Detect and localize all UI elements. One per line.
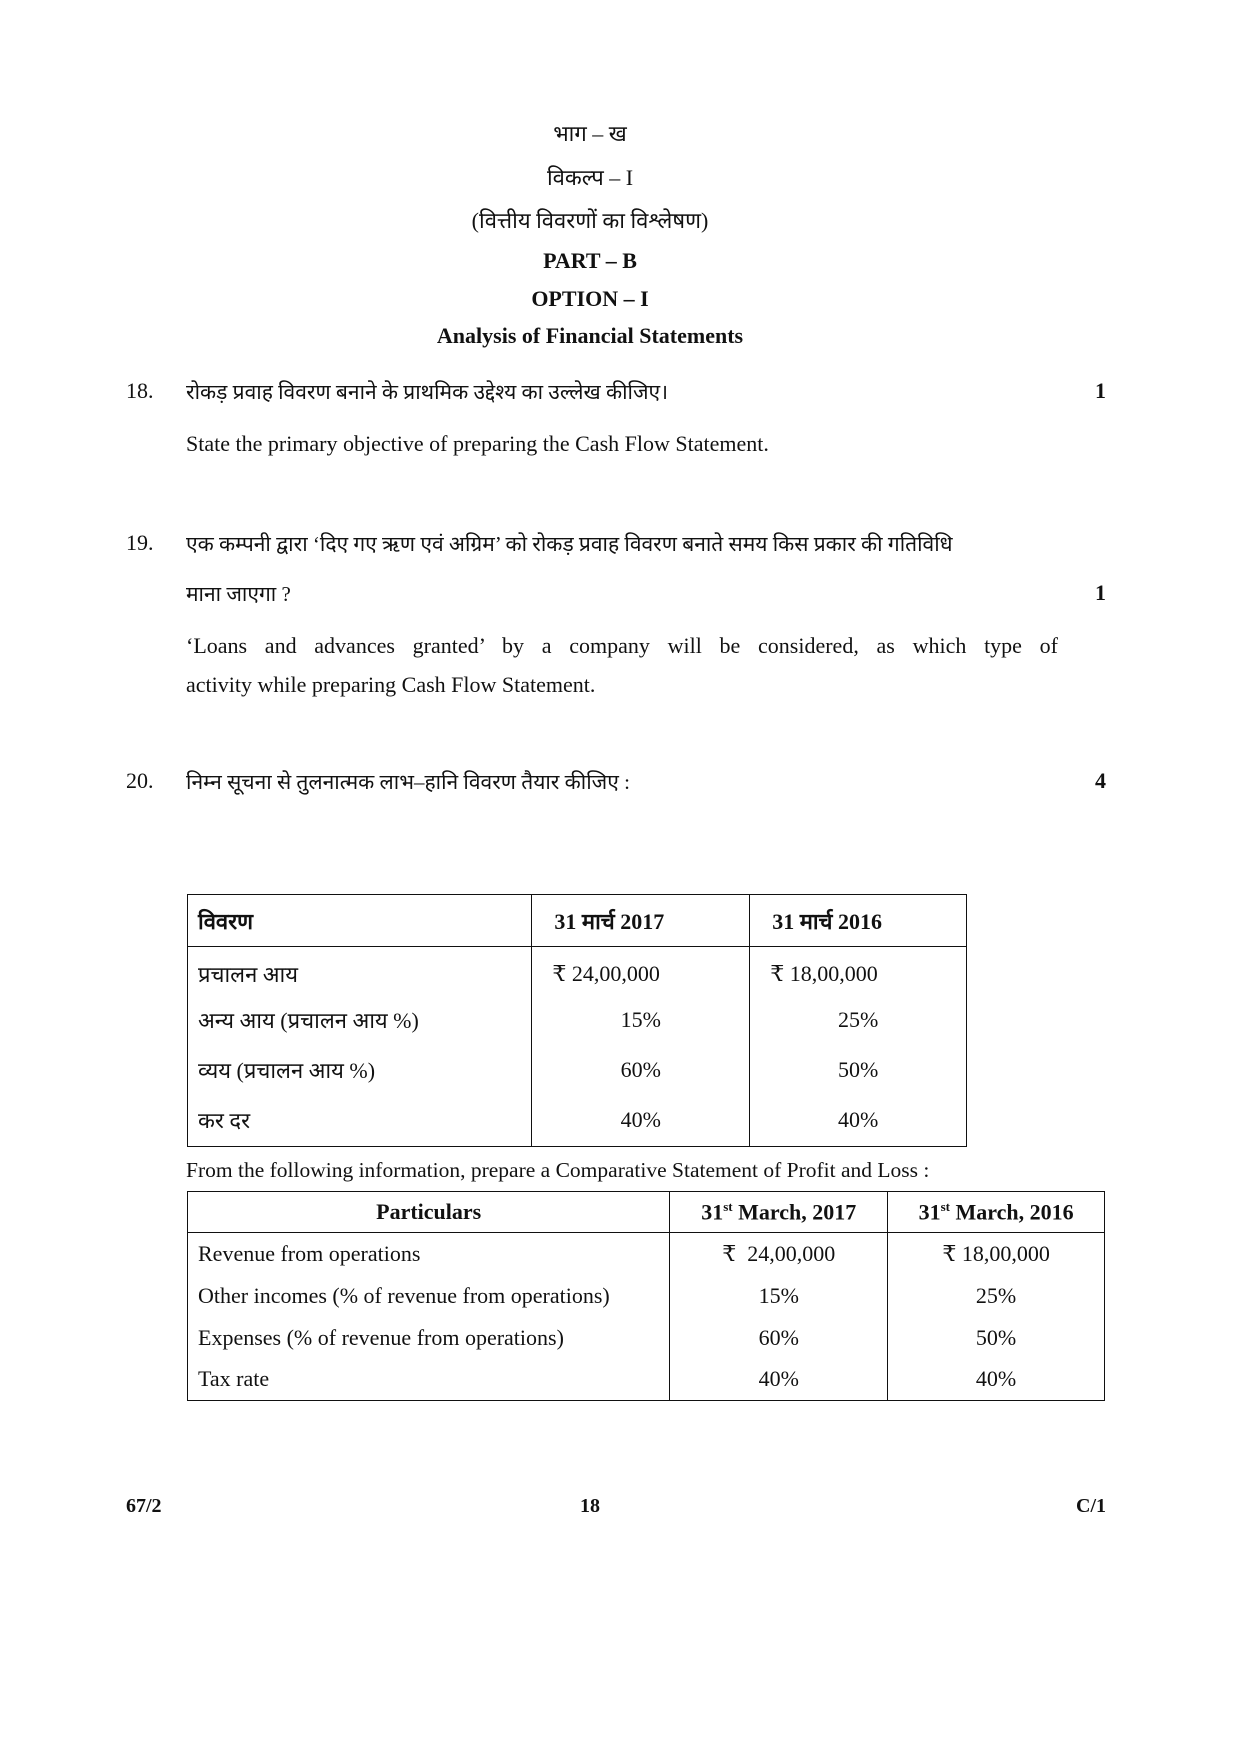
table-cell: 15% (670, 1275, 888, 1317)
question-20-hindi: निम्न सूचना से तुलनात्मक लाभ–हानि विवरण तैयार कीजिए : (186, 770, 630, 794)
table-cell: ₹ 24,00,000 (670, 1233, 888, 1275)
table-cell: Expenses (% of revenue from operations) (188, 1317, 670, 1359)
heading-hindi-title: (वित्तीय विवरणों का विश्लेषण) (471, 208, 709, 233)
footer-paper-code: 67/2 (126, 1495, 162, 1517)
table-cell: ₹ 18,00,000 (750, 947, 967, 995)
table-row (188, 1045, 967, 1095)
header-day-suffix: st (723, 1198, 733, 1214)
table-cell: अन्य आय (प्रचालन आय %) (188, 995, 532, 1045)
header-day: 31 (918, 1199, 941, 1225)
header-month-year: March, 2016 (949, 1199, 1074, 1225)
english-data-table (187, 1191, 1105, 1401)
table-cell: 25% (888, 1275, 1105, 1317)
table-cell: 50% (750, 1045, 967, 1095)
column-header (670, 1192, 888, 1233)
hindi-data-table (187, 894, 967, 1147)
footer-page-number: 18 (580, 1495, 600, 1517)
heading-part: PART – B (543, 248, 637, 273)
question-19-english-line1: ‘Loans and advances granted’ by a company will be considered, as which type of (186, 633, 1058, 658)
table-cell: प्रचालन आय (188, 947, 532, 995)
heading-hindi-option: विकल्प – I (546, 165, 634, 190)
column-header: 31 मार्च 2017 (532, 895, 750, 947)
question-20-number: 20. (126, 768, 154, 793)
footer-set-code: C/1 (1076, 1495, 1106, 1517)
question-18-english: State the primary objective of preparing the Cash Flow Statement. (186, 431, 769, 456)
table-header-row (188, 895, 967, 947)
question-19-hindi-line1: एक कम्पनी द्वारा ‘दिए गए ऋण एवं अग्रिम’ को रोकड़ प्रवाह विवरण बनाते समय किस प्रकार की गतिविधि (186, 532, 953, 556)
question-18-number: 18. (126, 378, 154, 403)
table-cell: व्यय (प्रचालन आय %) (188, 1045, 532, 1095)
table-cell: Revenue from operations (188, 1233, 670, 1275)
question-19-marks: 1 (1095, 580, 1106, 605)
column-header: विवरण (188, 895, 532, 947)
header-month-year: March, 2017 (732, 1199, 857, 1225)
question-20-marks: 4 (1095, 768, 1106, 793)
table-cell: ₹ 24,00,000 (532, 947, 750, 995)
table-cell: कर दर (188, 1095, 532, 1147)
table-cell: 40% (532, 1095, 750, 1147)
column-header: 31 मार्च 2016 (750, 895, 967, 947)
table-cell: 25% (750, 995, 967, 1045)
heading-hindi-part: भाग – ख (553, 121, 627, 146)
table-cell: 50% (888, 1317, 1105, 1359)
question-20-english: From the following information, prepare a Comparative Statement of Profit and Loss : (186, 1158, 930, 1182)
question-19-english-line2: activity while preparing Cash Flow Statement. (186, 672, 596, 697)
table-cell: 60% (532, 1045, 750, 1095)
table-header-row (188, 1192, 1105, 1233)
table-cell: 40% (888, 1359, 1105, 1401)
table-cell: ₹ 18,00,000 (888, 1233, 1105, 1275)
table-cell: 40% (750, 1095, 967, 1147)
table-row (188, 1095, 967, 1147)
question-18-hindi: रोकड़ प्रवाह विवरण बनाने के प्राथमिक उद्देश्य का उल्लेख कीजिए। (186, 380, 669, 404)
table-cell: 15% (532, 995, 750, 1045)
table-cell: 60% (670, 1317, 888, 1359)
header-day-suffix: st (940, 1198, 950, 1214)
column-header: Particulars (188, 1192, 670, 1233)
question-19-hindi-line2: माना जाएगा ? (186, 582, 291, 606)
question-18-marks: 1 (1095, 378, 1106, 403)
table-row (188, 1359, 1105, 1401)
table-cell: 40% (670, 1359, 888, 1401)
table-row (188, 1275, 1105, 1317)
table-row (188, 1317, 1105, 1359)
table-row (188, 947, 967, 995)
heading-option: OPTION – I (531, 286, 649, 311)
heading-title: Analysis of Financial Statements (436, 323, 744, 348)
table-row (188, 1233, 1105, 1275)
question-19-number: 19. (126, 530, 154, 555)
table-cell: Tax rate (188, 1359, 670, 1401)
table-cell: Other incomes (% of revenue from operations) (188, 1275, 670, 1317)
table-row (188, 995, 967, 1045)
column-header (888, 1192, 1105, 1233)
header-day: 31 (701, 1199, 724, 1225)
